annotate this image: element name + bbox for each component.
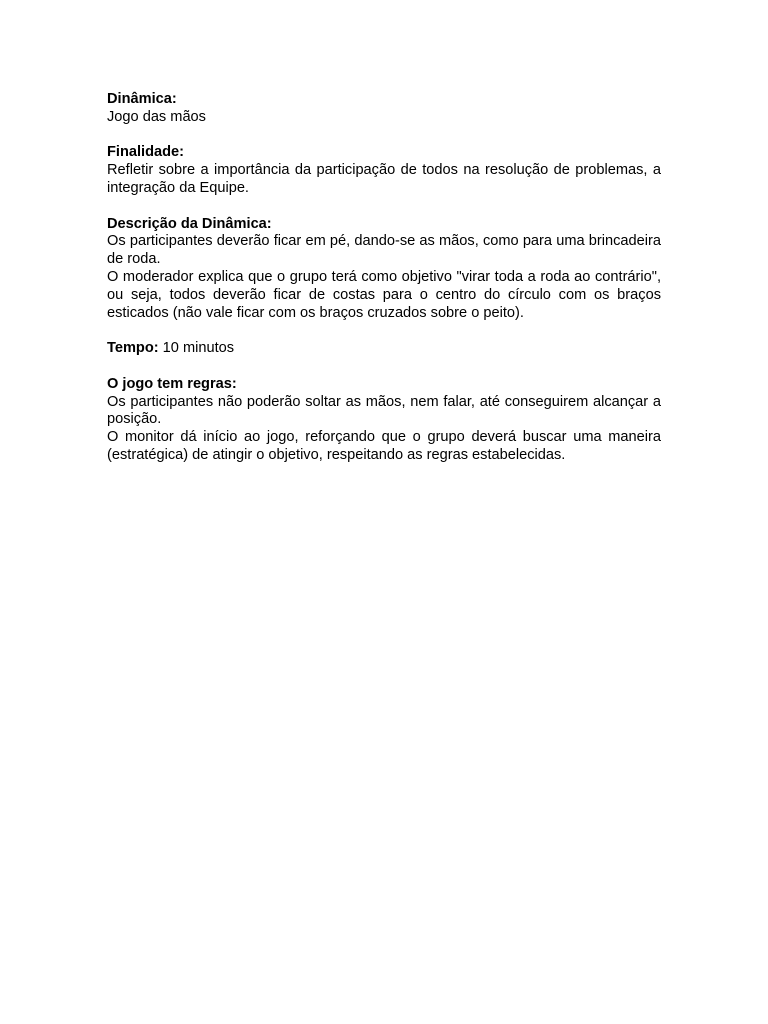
section-label: Dinâmica: xyxy=(107,91,177,107)
section-tempo xyxy=(107,340,661,358)
section-label: Descrição da Dinâmica: xyxy=(107,215,272,232)
section-paragraph: O monitor dá início ao jogo, reforçando que o grupo deverá buscar uma maneira (estratégica) de atingir o objetivo, respeitando as regras estabelecidas. xyxy=(107,429,661,463)
section-descricao xyxy=(107,216,661,323)
document-page xyxy=(107,91,661,483)
section-paragraph: Jogo das mãos xyxy=(107,108,206,125)
section-paragraph: Os participantes não poderão soltar as mãos, nem falar, até conseguirem alcançar a posição. xyxy=(107,393,661,428)
section-paragraph: Refletir sobre a importância da participação de todos na resolução de problemas, a integração da Equipe. xyxy=(107,162,661,196)
section-label: O jogo tem regras: xyxy=(107,375,237,392)
section-paragraph: O moderador explica que o grupo terá como objetivo "virar toda a roda ao contrário", ou seja, todos deverão ficar de costas para o centro do círculo com os braços esticados (não vale ficar com os braços cruzados sobre o peito). xyxy=(107,268,661,321)
section-label: Tempo: xyxy=(107,340,159,357)
section-label: Finalidade: xyxy=(107,144,185,161)
section-inline-value: 10 minutos xyxy=(158,340,235,357)
section-paragraph: Os participantes deverão ficar em pé, dando-se as mãos, como para uma brincadeira de roda. xyxy=(107,233,661,268)
section-finalidade xyxy=(107,144,661,197)
section-regras xyxy=(107,376,661,465)
section-dinamica xyxy=(107,91,661,127)
